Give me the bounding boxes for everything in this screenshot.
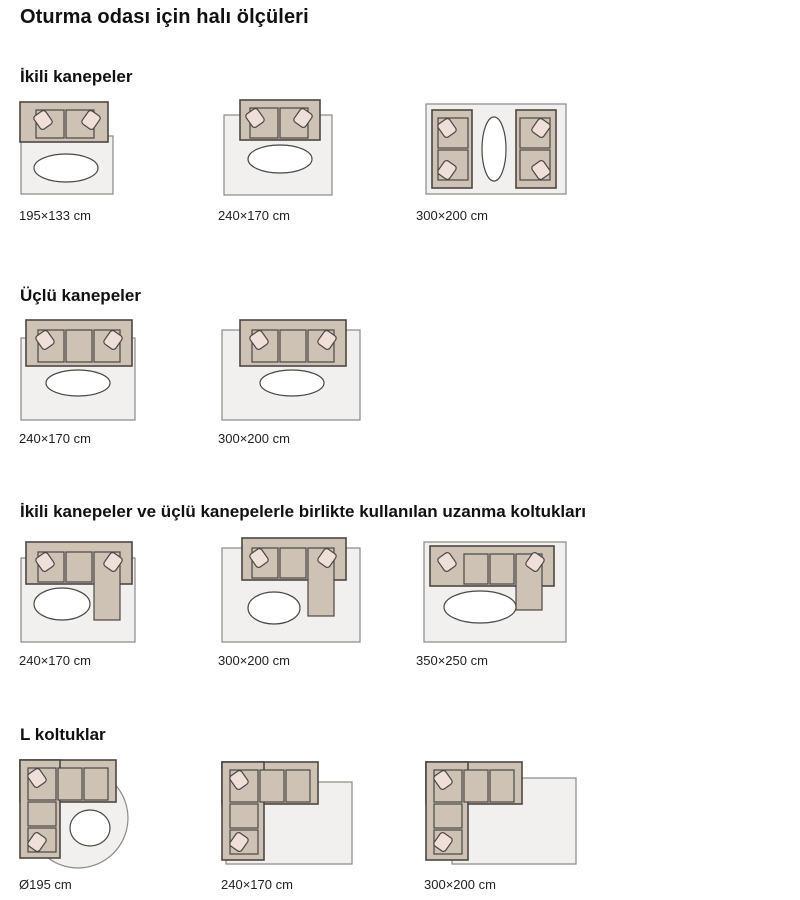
coffee-table (248, 592, 300, 624)
illustration-chaise-sofa-on-rug (18, 540, 138, 644)
sofa-cushion (286, 770, 310, 802)
illustration-chaise-sofa-on-extra-large-rug (420, 538, 570, 644)
size-caption: 300×200 cm (416, 208, 488, 223)
size-caption: 300×200 cm (424, 877, 496, 892)
coffee-table (34, 588, 90, 620)
sofa-cushion (464, 554, 488, 584)
sofa-cushion (260, 770, 284, 802)
sofa-cushion (84, 768, 108, 800)
illustration-corner-sofa-on-rug (218, 758, 358, 866)
sofa-cushion (280, 330, 306, 362)
section-heading-two-seat: İkili kanepeler (20, 67, 133, 86)
section-heading-corner: L koltuklar (20, 725, 106, 744)
illustration-two-seat-sofa-on-medium-rug (218, 98, 338, 198)
illustration-chaise-sofa-on-large-rug (218, 536, 368, 644)
page-title: Oturma odası için halı ölçüleri (20, 6, 309, 28)
sofa-cushion (490, 770, 514, 802)
sofa-cushion (66, 552, 92, 582)
illustration-three-seat-sofa-on-large-rug (218, 318, 368, 422)
coffee-table (248, 145, 312, 173)
size-caption: 240×170 cm (221, 877, 293, 892)
illustration-corner-sofa-on-round-rug (18, 758, 138, 870)
sofa-cushion (230, 804, 258, 828)
sofa-cushion (434, 804, 462, 828)
illustration-two-seat-sofa-on-small-rug (18, 98, 118, 198)
sofa-cushion (280, 548, 306, 578)
sofa-cushion (464, 770, 488, 802)
section-heading-three-seat: Üçlü kanepeler (20, 286, 141, 305)
size-caption: 300×200 cm (218, 653, 290, 668)
coffee-table (46, 370, 110, 396)
section-heading-chaise: İkili kanepeler ve üçlü kanepelerle birlikte kullanılan uzanma koltukları (20, 502, 586, 521)
coffee-table (70, 810, 110, 846)
illustration-corner-sofa-on-large-rug (422, 758, 582, 866)
sofa-cushion (66, 330, 92, 362)
coffee-table (482, 117, 506, 181)
illustration-three-seat-sofa-on-rug (18, 318, 138, 422)
size-caption: Ø195 cm (19, 877, 72, 892)
coffee-table (444, 591, 516, 623)
coffee-table (260, 370, 324, 396)
size-caption: 195×133 cm (19, 208, 91, 223)
size-caption: 240×170 cm (218, 208, 290, 223)
sofa-cushion (28, 802, 56, 826)
size-caption: 240×170 cm (19, 431, 91, 446)
illustration-two-facing-two-seat-sofas-on-rug (420, 98, 570, 198)
size-caption: 350×250 cm (416, 653, 488, 668)
size-caption: 240×170 cm (19, 653, 91, 668)
sofa-cushion (490, 554, 514, 584)
size-caption: 300×200 cm (218, 431, 290, 446)
coffee-table (34, 154, 98, 182)
sofa-cushion (58, 768, 82, 800)
